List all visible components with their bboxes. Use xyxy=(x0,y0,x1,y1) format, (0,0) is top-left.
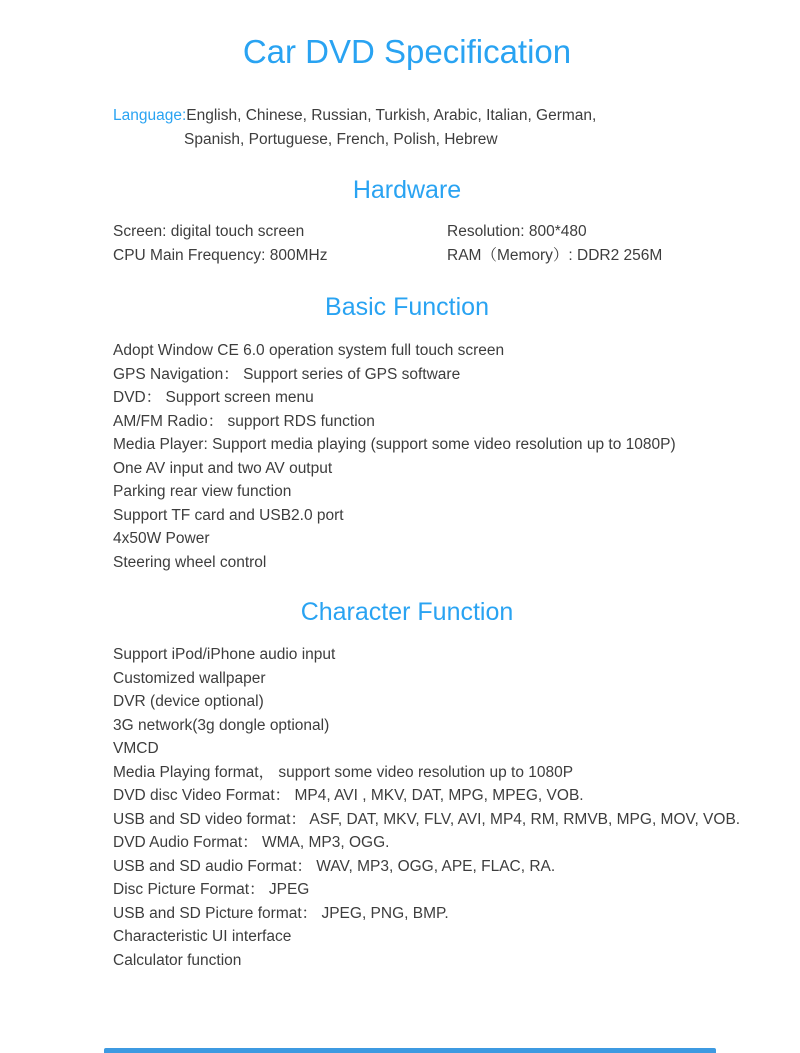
list-item: DVD disc Video Format： MP4, AVI , MKV, DAT, MPG, MPEG, VOB. xyxy=(113,787,584,804)
list-item: Disc Picture Format： JPEG xyxy=(113,881,310,898)
list-item: 3G network(3g dongle optional) xyxy=(113,716,330,734)
bottom-divider-bar xyxy=(104,1048,716,1053)
list-item: Support iPod/iPhone audio input xyxy=(113,646,336,663)
hardware-table xyxy=(113,220,701,268)
list-item: AM/FM Radio： support RDS function xyxy=(113,412,375,430)
list-item: VMCD xyxy=(113,740,159,757)
language-block xyxy=(113,104,701,152)
list-item: Media Player: Support media playing (support some video resolution up to 1080P) xyxy=(113,436,676,453)
spec-document xyxy=(113,32,741,972)
hardware-cell-cpu: CPU Main Frequency: 800MHz xyxy=(113,247,328,264)
list-item: USB and SD Picture format： JPEG, PNG, BMP. xyxy=(113,904,449,922)
language-values-2: Spanish, Portuguese, French, Polish, Hebrew xyxy=(184,131,498,148)
hardware-heading: Hardware xyxy=(352,176,462,204)
list-item: USB and SD audio Format： WAV, MP3, OGG, APE, FLAC, RA. xyxy=(113,857,556,875)
list-item: 4x50W Power xyxy=(113,530,210,547)
hardware-cell-resolution: Resolution: 800*480 xyxy=(447,223,587,240)
list-item: DVD： Support screen menu xyxy=(113,389,314,406)
list-item: Calculator function xyxy=(113,951,242,969)
list-item: Adopt Window CE 6.0 operation system full touch screen xyxy=(113,342,505,359)
language-label: Language: xyxy=(113,107,187,124)
list-item: USB and SD video format： ASF, DAT, MKV, FLV, AVI, MP4, RM, RMVB, MPG, MOV, VOB. xyxy=(113,810,741,828)
hardware-cell-screen: Screen: digital touch screen xyxy=(113,223,305,240)
hardware-cell-ram: RAM（Memory）: DDR2 256M xyxy=(447,247,663,264)
list-item: Support TF card and USB2.0 port xyxy=(113,506,344,524)
list-item: Media Playing format， support some video resolution up to 1080P xyxy=(113,763,574,781)
list-item: Parking rear view function xyxy=(113,483,292,500)
list-item: GPS Navigation： Support series of GPS software xyxy=(113,365,461,383)
language-line-1 xyxy=(113,104,701,128)
list-item: DVD Audio Format： WMA, MP3, OGG. xyxy=(113,834,390,851)
list-item: DVR (device optional) xyxy=(113,693,264,710)
list-item: Characteristic UI interface xyxy=(113,928,292,945)
list-item: One AV input and two AV output xyxy=(113,459,333,477)
language-values-1: English, Chinese, Russian, Turkish, Arabic, Italian, German, xyxy=(186,107,597,124)
basic-function-list xyxy=(113,339,701,574)
basic-function-heading: Basic Function xyxy=(325,293,489,321)
page-title: Car DVD Specification xyxy=(242,33,572,70)
list-item: Steering wheel control xyxy=(113,553,267,571)
character-function-heading: Character Function xyxy=(300,598,514,626)
character-function-list xyxy=(113,643,741,972)
list-item: Customized wallpaper xyxy=(113,669,266,687)
